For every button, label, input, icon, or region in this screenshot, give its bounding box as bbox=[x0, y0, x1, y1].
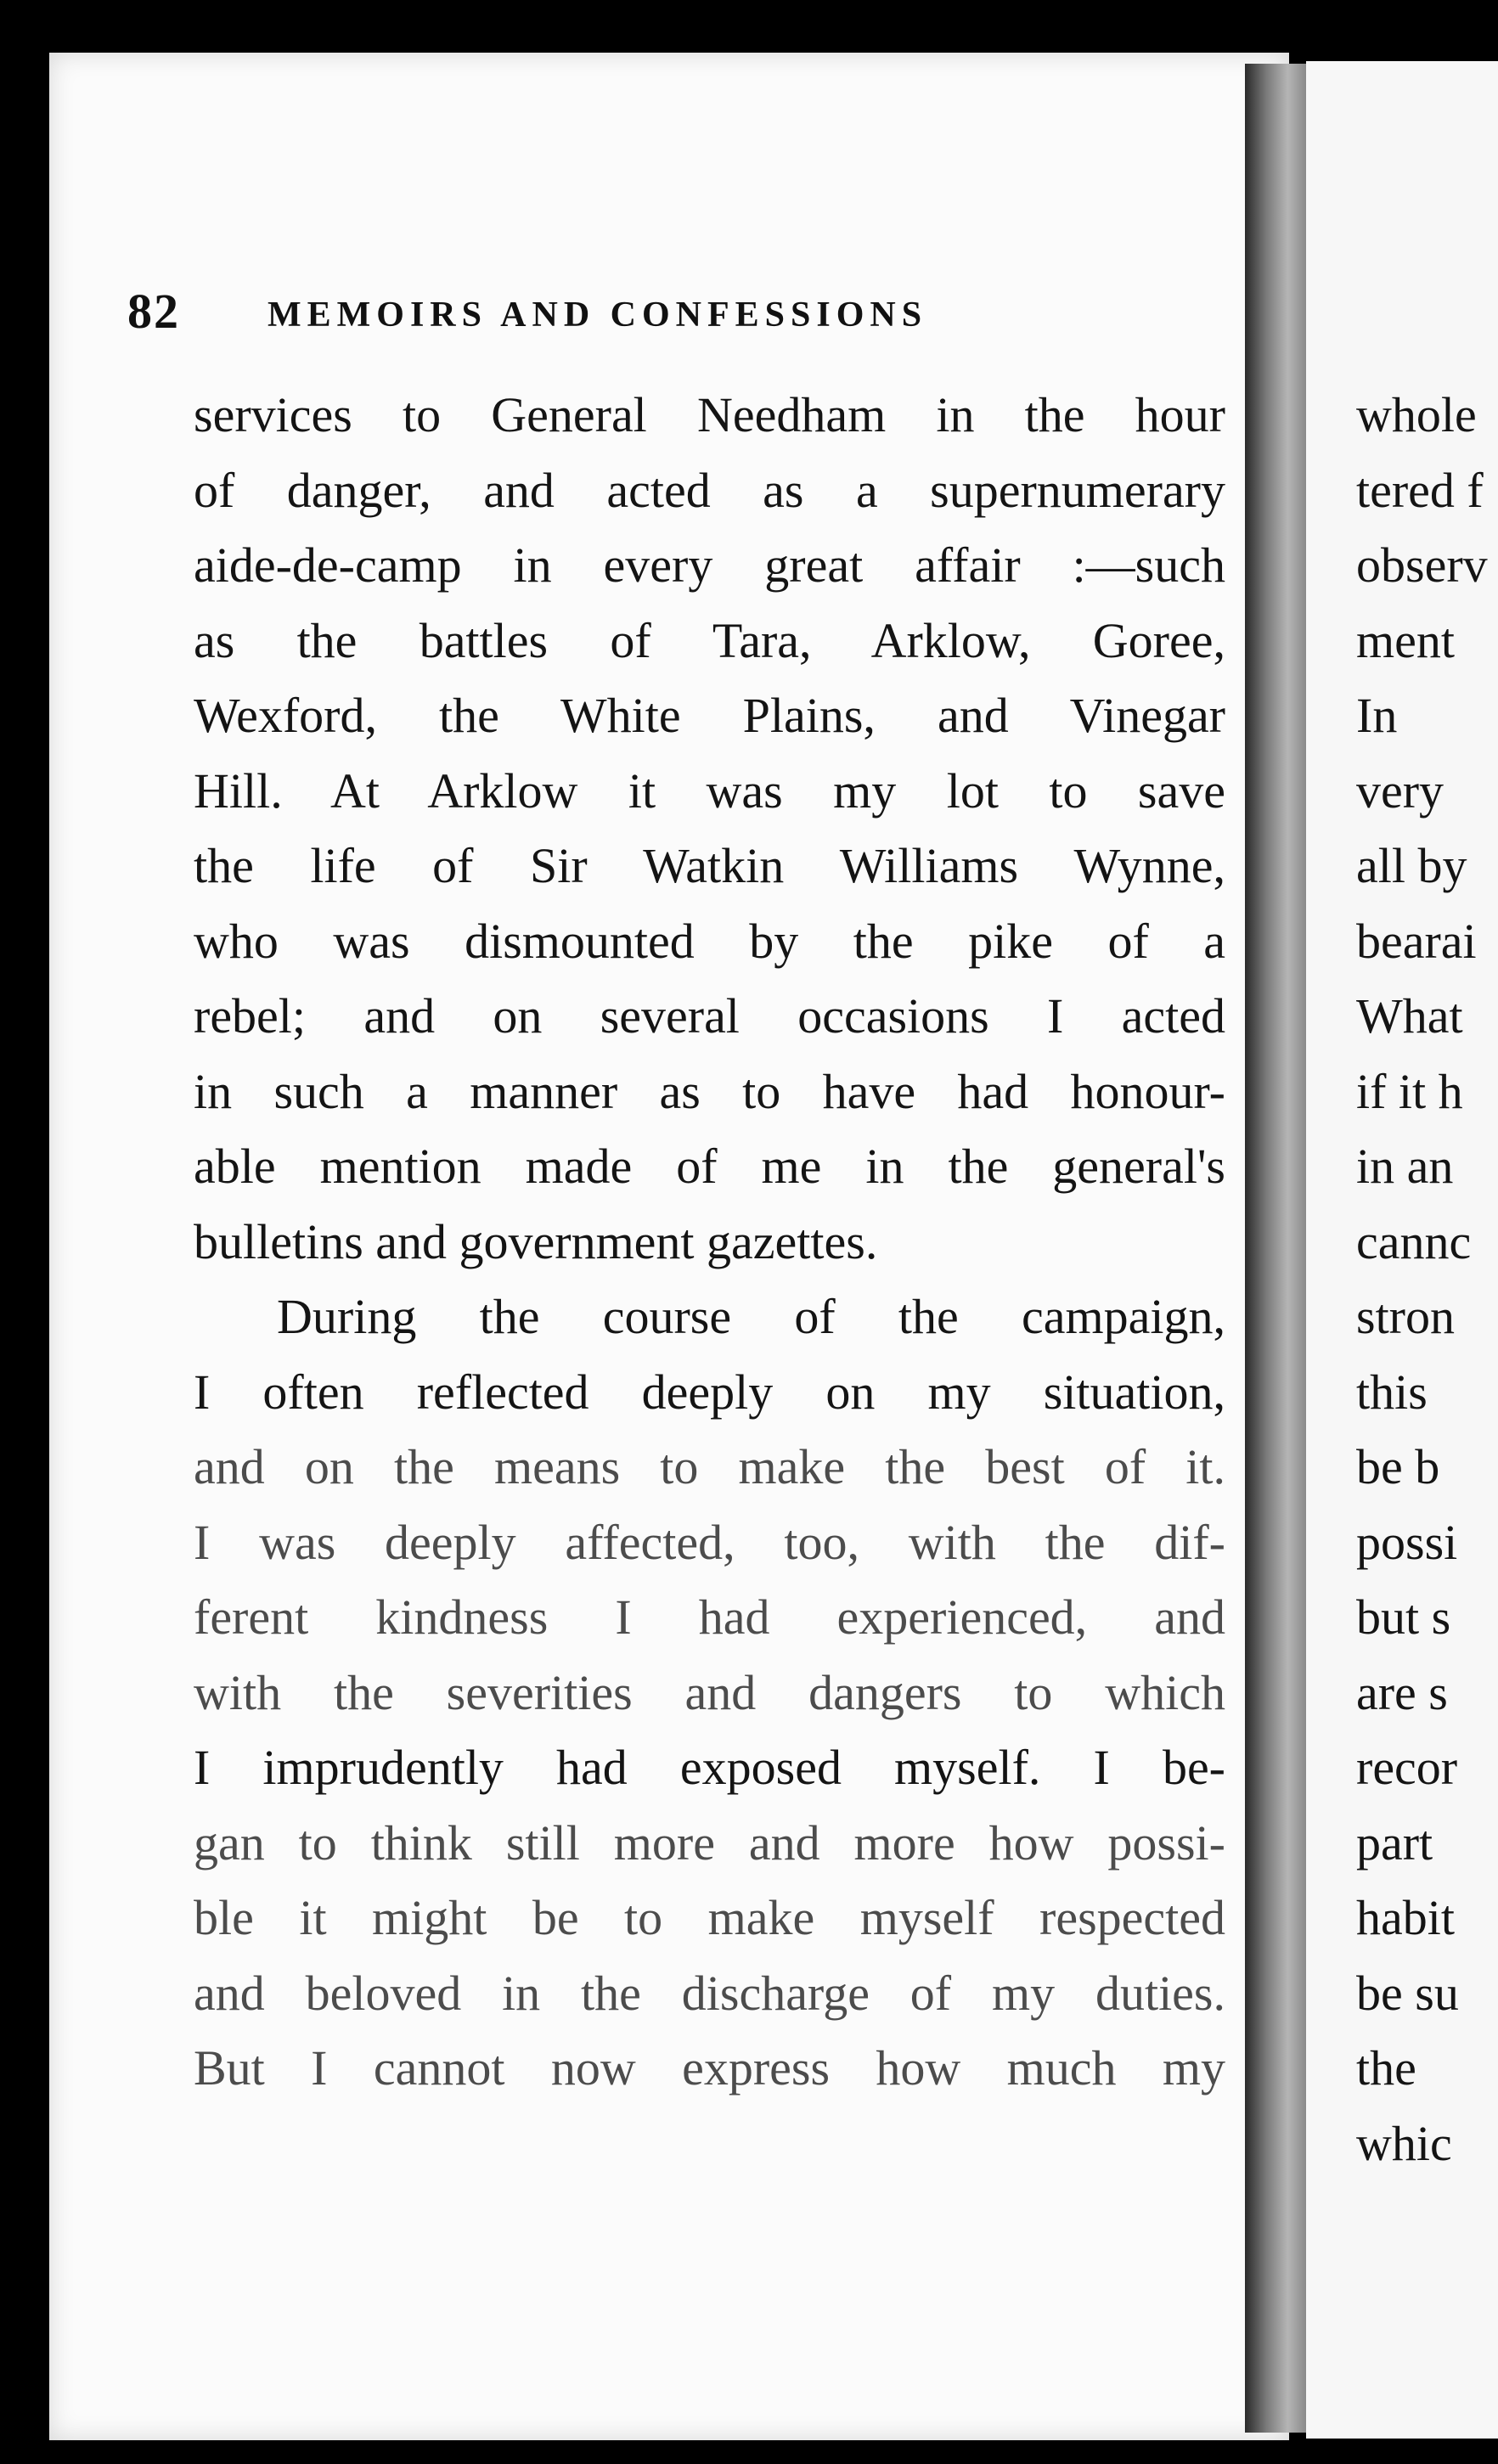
text-line: who was dismounted by the pike of a bbox=[194, 913, 1225, 969]
text-line: ble it might be to make myself respected bbox=[194, 1890, 1225, 1945]
text-line: I was deeply affected, too, with the dif- bbox=[194, 1514, 1225, 1570]
text-line: I often reflected deeply on my situation, bbox=[194, 1364, 1225, 1420]
facing-text-line: are s bbox=[1356, 1664, 1448, 1720]
text-line: ferent kindness I had experienced, and bbox=[194, 1589, 1225, 1645]
text-line: and beloved in the discharge of my duties. bbox=[194, 1965, 1225, 2021]
facing-text-line: tered f bbox=[1356, 462, 1484, 518]
facing-text-line: ment bbox=[1356, 612, 1455, 668]
facing-text-line: this bbox=[1356, 1364, 1428, 1420]
text-line: services to General Needham in the hour bbox=[194, 387, 1225, 442]
text-line: in such a manner as to have had honour- bbox=[194, 1063, 1225, 1119]
text-line: rebel; and on several occasions I acted bbox=[194, 988, 1225, 1044]
facing-text-line: observ bbox=[1356, 537, 1488, 593]
facing-text-line: stron bbox=[1356, 1289, 1455, 1344]
text-line: the life of Sir Watkin Williams Wynne, bbox=[194, 838, 1225, 893]
facing-text-line: all by bbox=[1356, 838, 1467, 893]
text-line: Wexford, the White Plains, and Vinegar bbox=[194, 688, 1225, 743]
text-line: bulletins and government gazettes. bbox=[194, 1213, 878, 1269]
text-line: with the severities and dangers to which bbox=[194, 1664, 1225, 1720]
facing-text-line: cannc bbox=[1356, 1213, 1472, 1269]
text-line: of danger, and acted as a supernumerary bbox=[194, 462, 1225, 518]
text-line: Hill. At Arklow it was my lot to save bbox=[194, 762, 1225, 819]
text-line: aide-de-camp in every great affair :—such bbox=[194, 537, 1225, 593]
facing-text-line: the bbox=[1356, 2040, 1416, 2096]
page-header bbox=[127, 283, 1231, 368]
facing-text-line: very bbox=[1356, 762, 1444, 819]
text-line: I imprudently had exposed myself. I be- bbox=[194, 1740, 1225, 1795]
body-text bbox=[194, 378, 1225, 2107]
text-line: and on the means to make the best of it. bbox=[194, 1439, 1225, 1494]
facing-text-line: In bbox=[1356, 688, 1398, 743]
page-number: 82 bbox=[127, 284, 180, 339]
text-line: able mention made of me in the general's bbox=[194, 1139, 1225, 1194]
facing-text-line: but s bbox=[1356, 1589, 1451, 1645]
facing-text-line: in an bbox=[1356, 1139, 1454, 1194]
text-line: as the battles of Tara, Arklow, Goree, bbox=[194, 612, 1225, 668]
book-gutter bbox=[1245, 64, 1306, 2433]
facing-page-text bbox=[1356, 378, 1498, 2181]
facing-text-line: recor bbox=[1356, 1740, 1458, 1795]
facing-text-line: possi bbox=[1356, 1514, 1458, 1570]
text-line: But I cannot now express how much my bbox=[194, 2040, 1225, 2096]
facing-text-line: whic bbox=[1356, 2115, 1452, 2171]
facing-text-line: if it h bbox=[1356, 1063, 1463, 1119]
running-head: MEMOIRS AND CONFESSIONS bbox=[268, 295, 928, 335]
facing-text-line: habit bbox=[1356, 1890, 1455, 1945]
text-line: During the course of the campaign, bbox=[277, 1289, 1225, 1344]
facing-text-line: be b bbox=[1356, 1439, 1440, 1494]
text-line: gan to think still more and more how possi- bbox=[194, 1814, 1225, 1871]
facing-text-line: be su bbox=[1356, 1965, 1459, 2021]
facing-text-line: What bbox=[1356, 988, 1463, 1044]
facing-text-line: bearai bbox=[1356, 913, 1477, 969]
facing-text-line: whole bbox=[1356, 387, 1477, 442]
facing-text-line: part bbox=[1356, 1814, 1433, 1871]
